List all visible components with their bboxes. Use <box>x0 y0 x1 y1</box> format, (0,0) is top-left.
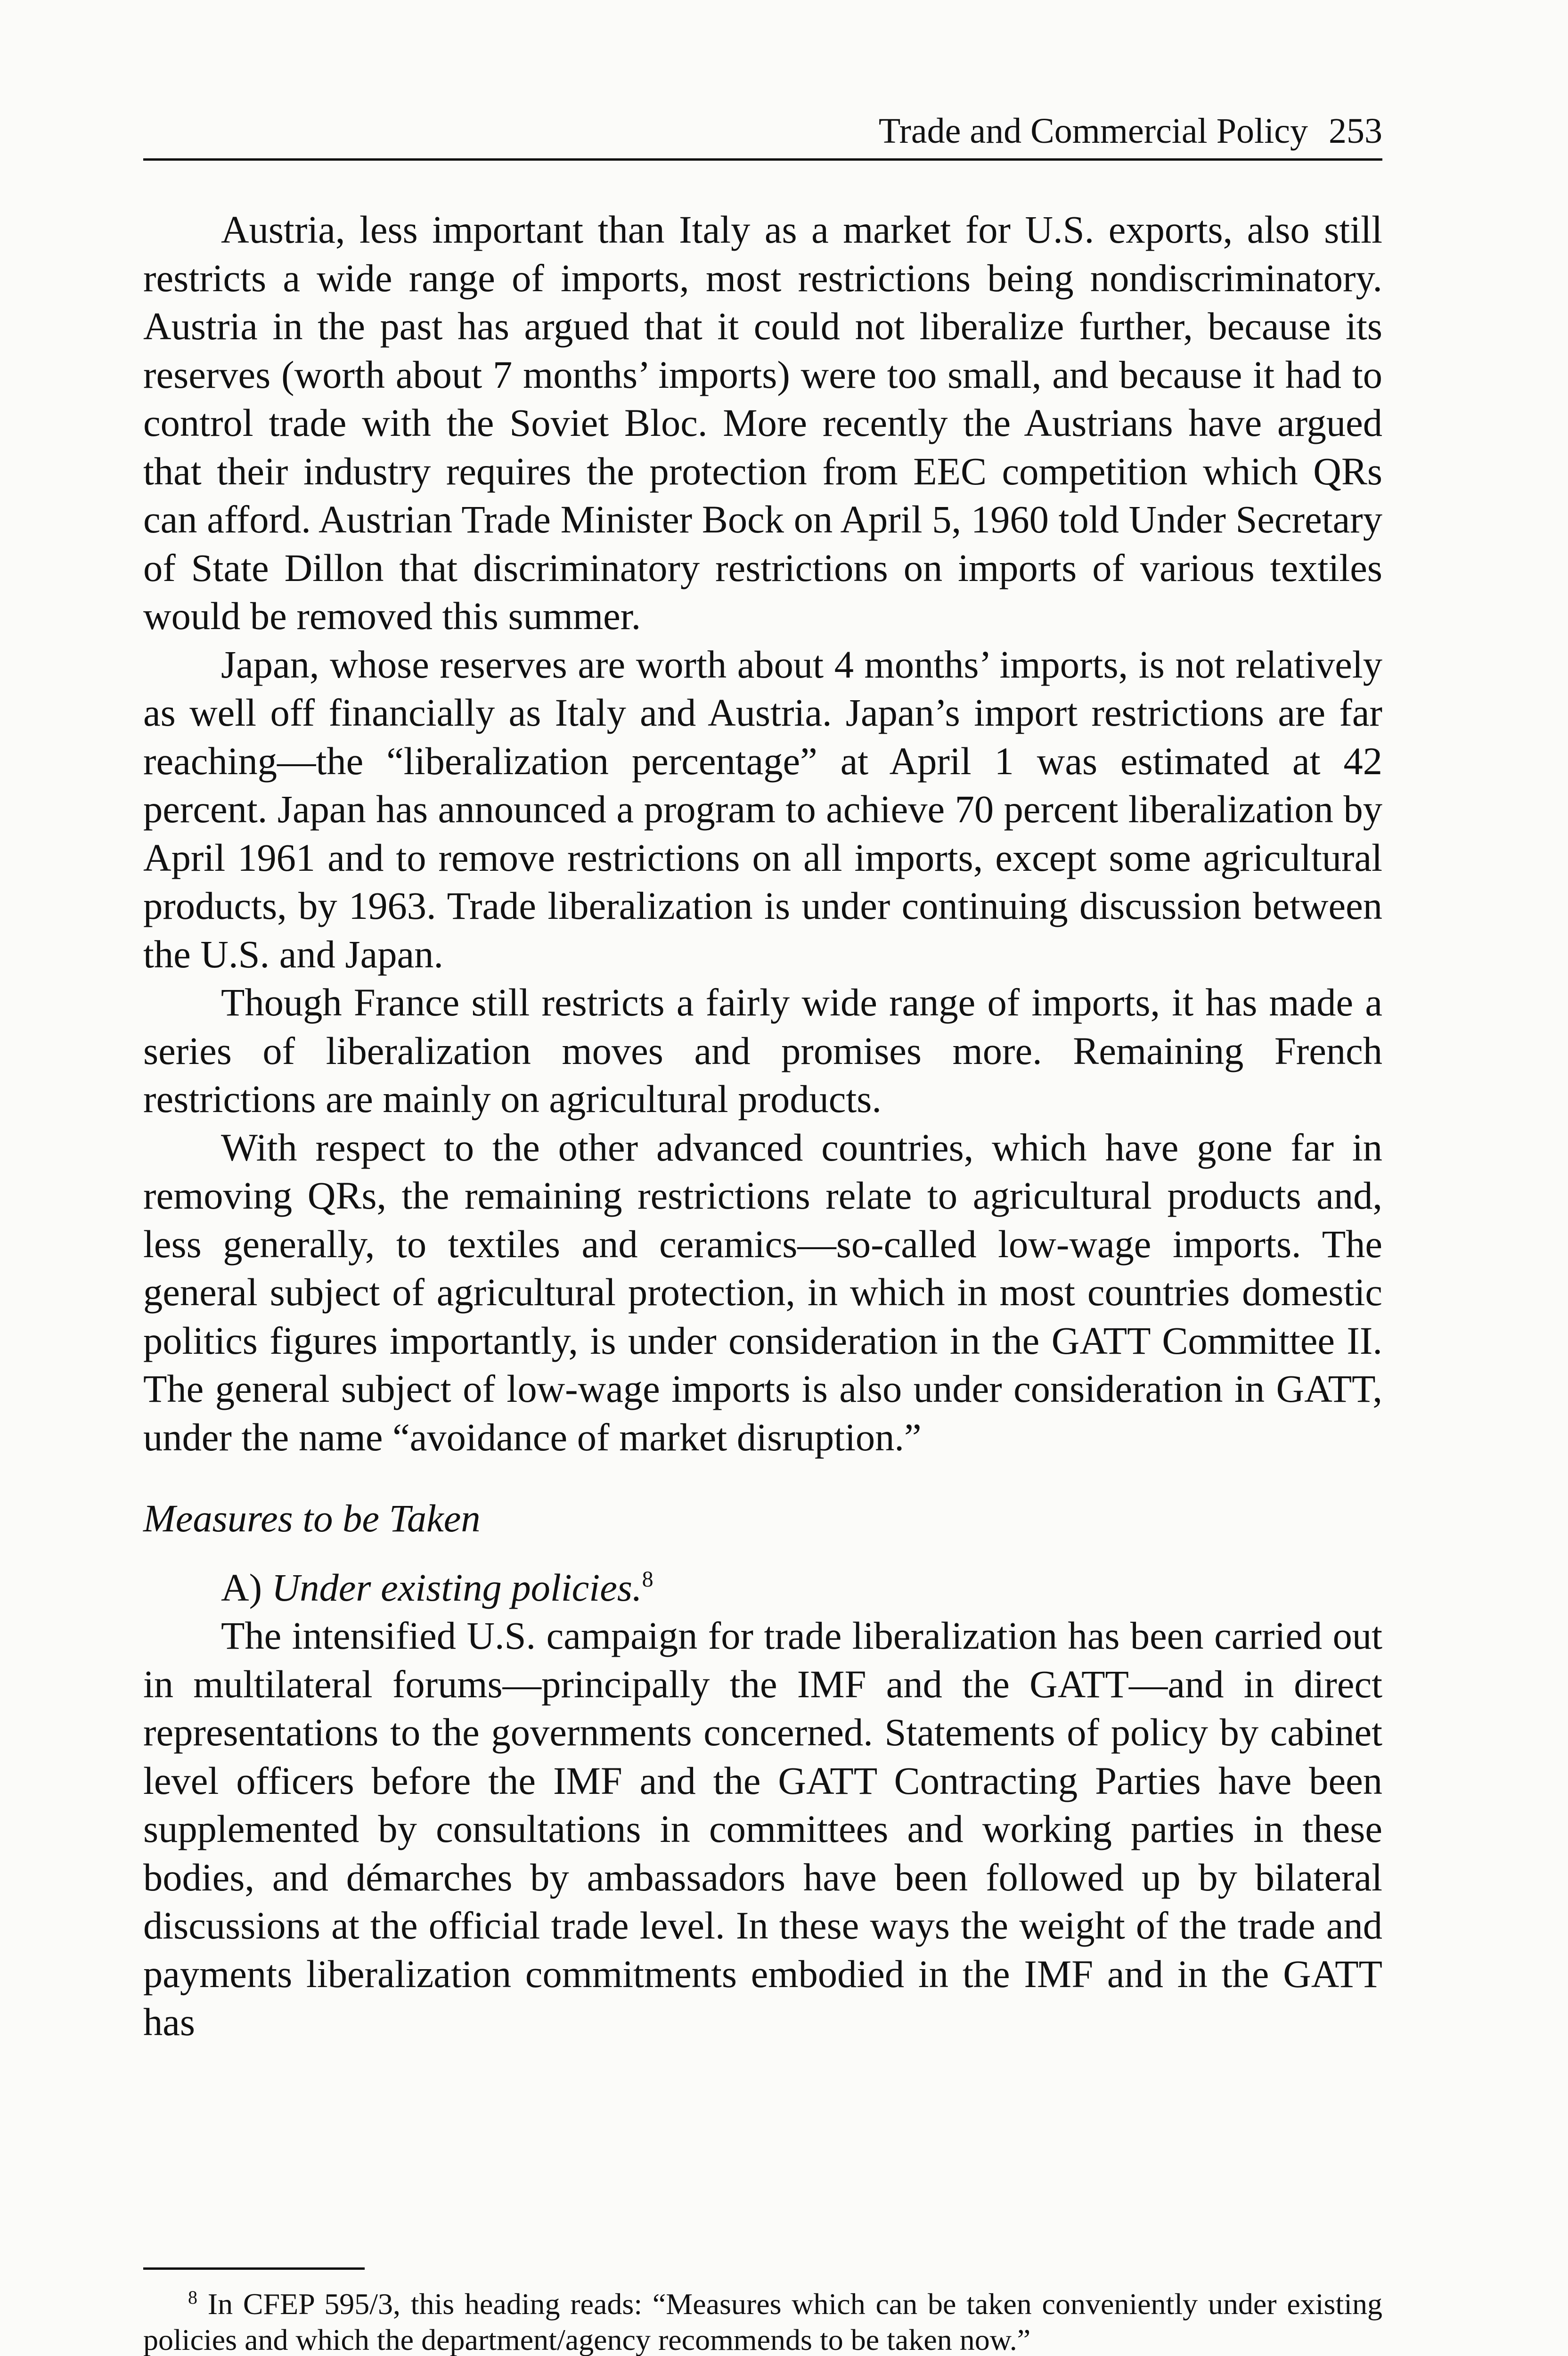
page-number: 253 <box>1329 111 1382 151</box>
running-title: Trade and Commercial Policy <box>878 111 1308 151</box>
subheading-text: Under existing policies. <box>271 1565 642 1609</box>
footnote <box>143 2286 1382 2356</box>
paragraph-austria: Austria, less important than Italy as a market for U.S. exports, also still restricts a wide range of imports, most restrictions being nondiscriminatory. Austria in the past has argued that it could not liberalize further, because its reserves (worth about 7 months’ imports) were too small, and because it had to control trade with the Soviet Bloc. More recently the Austrians have argued that their industry requires the protection from EEC competition which QRs can afford. Austrian Trade Minister Bock on April 5, 1960 told Under Secretary of State Dillon that discriminatory restrictions on imports of various textiles would be removed this summer. <box>143 208 1382 638</box>
paragraph-japan: Japan, whose reserves are worth about 4 months’ imports, is not relatively as well off financially as Italy and Austria. Japan’s import restrictions are far reaching—the “liberalization percentage” at April 1 was estimated at 42 percent. Japan has announced a program to achieve 70 percent liberalization by April 1961 and to remove restrictions on all imports, except some agricultural products, by 1963. Trade liberalization is under continuing discussion between the U.S. and Japan. <box>143 642 1382 976</box>
subheading-prefix: A) <box>221 1565 272 1609</box>
subheading <box>143 1563 1382 1612</box>
footnote-marker: 8 <box>188 2287 197 2308</box>
section-heading: Measures to be Taken <box>143 1497 481 1540</box>
running-header <box>143 107 1382 155</box>
footnote-text: In CFEP 595/3, this heading reads: “Measures which can be taken conveniently under existing policies and which the department/agency recommends to be taken now.” <box>143 2287 1383 2356</box>
paragraph-other-countries: With respect to the other advanced countries, which have gone far in removing QRs, the remaining restrictions relate to agricultural products and, less generally, to textiles and ceramics—so-called low-wage imports. The general subject of agricultural protection, in which in most countries domestic politics figures importantly, is under consideration in the GATT Committee II. The general subject of low-wage imports is also under consideration in GATT, under the name “avoidance of market disruption.” <box>143 1125 1382 1459</box>
paragraph-france: Though France still restricts a fairly wide range of imports, it has made a series of liberalization moves and promises more. Remaining French restrictions are mainly on agricultural products. <box>143 981 1382 1121</box>
footnote-rule <box>143 2267 365 2270</box>
footnote-reference: 8 <box>642 1566 653 1592</box>
paragraph-campaign: The intensified U.S. campaign for trade liberalization has been carried out in multilateral forums—principally the IMF and the GATT—and in direct representations to the governments concerned. Statements of policy by cabinet level officers before the IMF and the GATT Contracting Parties have been supplemented by consultations in committees and working parties in these bodies, and démarches by ambassadors have been followed up by bilateral discussions at the official trade level. In these ways the weight of the trade and payments liberalization commitments embodied in the IMF and in the GATT has <box>143 1614 1382 2044</box>
header-rule <box>143 158 1382 161</box>
body-text <box>143 205 1382 2046</box>
